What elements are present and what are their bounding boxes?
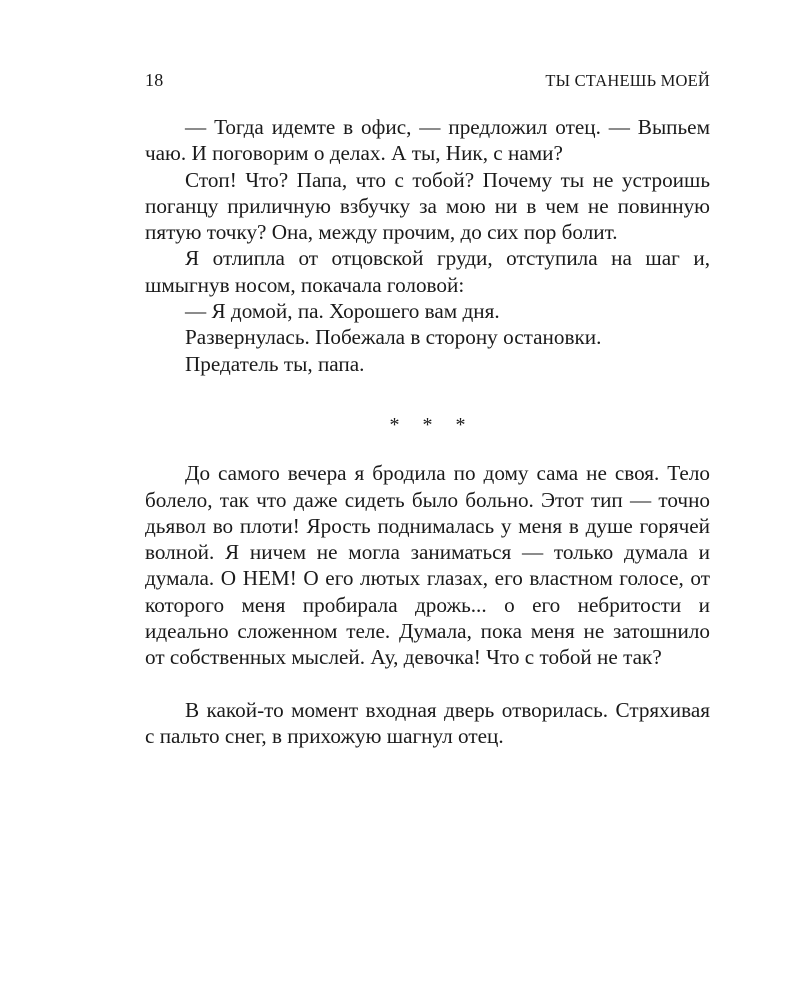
paragraph: — Тогда идемте в офис, — предложил отец. — Выпьем чаю. И поговорим о делах. А ты, Ник, с нами?: [145, 115, 710, 166]
paragraph: В какой-то момент входная дверь отворилась. Стряхивая с пальто снег, в прихожую шагнул отец.: [145, 697, 710, 748]
running-head: [145, 70, 710, 100]
paragraph: Предатель ты, папа.: [185, 351, 365, 376]
paragraph: Развернулась. Побежала в сторону остановки.: [185, 325, 602, 350]
book-page: [145, 70, 710, 749]
paragraph: Стоп! Что? Папа, что с тобой? Почему ты не устроишь поганцу приличную взбучку за мою ни в чем не повинную пятую точку? Она, между прочим, до сих пор болит.: [145, 167, 710, 245]
paragraph-gap: [145, 671, 710, 697]
paragraph: До самого вечера я бродила по дому сама не своя. Тело болело, так что даже сидеть было больно. Этот тип — точно дьявол во плоти! Ярость поднималась у меня в душе горячей волной. Я ничем не могла заниматься — только думала и думала. О НЕМ! О его лютых глазах, его властном голосе, от которого меня пробирала дрожь... о его небритости и идеально сложенном теле. Думала, пока меня не затошнило от собственных мыслей. Ау, девочка! Что с тобой не так?: [145, 461, 710, 670]
page-number: 18: [145, 70, 164, 90]
running-title: ТЫ СТАНЕШЬ МОЕЙ: [545, 71, 710, 90]
section-break: * * *: [389, 413, 466, 436]
body-text: [145, 114, 710, 749]
paragraph: — Я домой, па. Хорошего вам дня.: [185, 299, 500, 324]
paragraph: Я отлипла от отцовской груди, отступила на шаг и, шмыгнув носом, покачала головой:: [145, 246, 710, 297]
